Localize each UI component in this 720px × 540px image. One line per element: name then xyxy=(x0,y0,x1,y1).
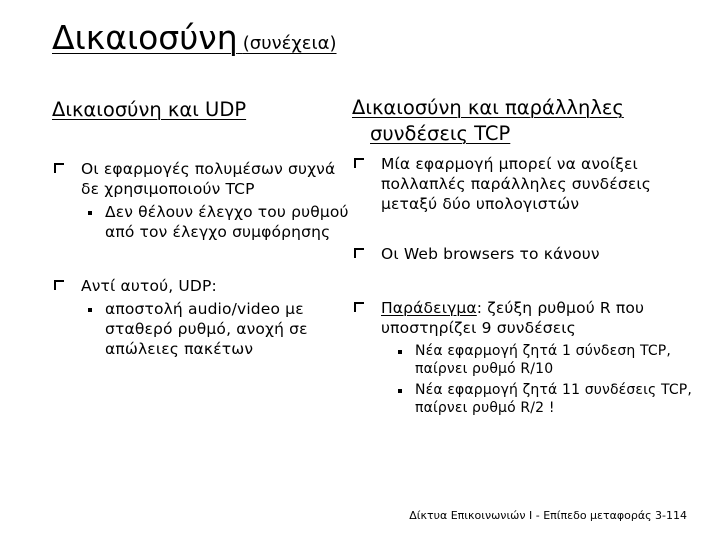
right-point-3-sub-2-text: Νέα εφαρμογή ζητά 11 συνδέσεις TCP, παίρνει ρυθμό R/2 ! xyxy=(415,382,692,416)
left-point-1-sub-1 xyxy=(81,202,352,242)
example-label: Παράδειγμα xyxy=(381,299,477,317)
square-bullet-icon xyxy=(398,389,402,393)
right-point-3-sublist xyxy=(391,342,702,417)
example-text: : ζεύξη ρυθμού R που υποστηρίζει 9 συνδέσεις xyxy=(381,299,645,337)
title-suffix: (συνέχεια) xyxy=(242,33,337,54)
left-heading: Δικαιοσύνη και UDP xyxy=(52,98,247,121)
right-point-1-text: Μία εφαρμογή μπορεί να ανοίξει πολλαπλές παράλληλες συνδέσεις μεταξύ δύο υπολογιστών xyxy=(381,155,651,213)
left-point-1-text: Οι εφαρμογές πολυμέσων συχνά δε χρησιμοποιούν TCP xyxy=(81,160,336,198)
right-point-2 xyxy=(352,244,702,264)
right-point-3-sub-1 xyxy=(391,342,702,378)
checkbox-q-icon xyxy=(53,162,66,175)
square-bullet-icon xyxy=(88,308,92,312)
checkbox-q-icon xyxy=(53,279,66,292)
right-heading-line1: Δικαιοσύνη και παράλληλες xyxy=(352,96,624,119)
title-main: Δικαιοσύνη xyxy=(52,18,238,57)
checkbox-q-icon xyxy=(353,157,366,170)
slide-footer: Δίκτυα Επικοινωνιών Ι - Επίπεδο μεταφοράς 3-114 xyxy=(409,509,687,522)
left-point-2-sub-1 xyxy=(81,299,352,359)
left-point-1 xyxy=(52,159,352,242)
square-bullet-icon xyxy=(88,211,92,215)
checkbox-q-icon xyxy=(353,247,366,260)
left-point-2 xyxy=(52,276,352,359)
right-heading-line2: συνδέσεις TCP xyxy=(370,122,511,145)
right-point-3-sub-2 xyxy=(391,381,702,417)
square-bullet-icon xyxy=(398,350,402,354)
left-point-1-sub-1-text: Δεν θέλουν έλεγχο του ρυθμού από τον έλεγχο συμφόρησης xyxy=(105,203,349,241)
left-column xyxy=(52,159,352,359)
left-point-2-sub-1-text: αποστολή audio/video με σταθερό ρυθμό, ανοχή σε απώλειες πακέτων xyxy=(105,300,308,358)
right-point-3 xyxy=(352,298,702,417)
slide-title xyxy=(52,18,337,57)
left-point-2-sublist xyxy=(81,299,352,359)
left-point-2-text: Αντί αυτού, UDP: xyxy=(81,277,217,295)
right-point-3-sub-1-text: Νέα εφαρμογή ζητά 1 σύνδεση TCP, παίρνει ρυθμό R/10 xyxy=(415,343,671,377)
right-heading xyxy=(352,95,692,147)
right-point-2-text: Οι Web browsers το κάνουν xyxy=(381,245,600,263)
left-point-1-sublist xyxy=(81,202,352,242)
right-point-3-text xyxy=(381,298,702,338)
right-column xyxy=(352,154,702,417)
checkbox-q-icon xyxy=(353,301,366,314)
right-point-1 xyxy=(352,154,702,214)
